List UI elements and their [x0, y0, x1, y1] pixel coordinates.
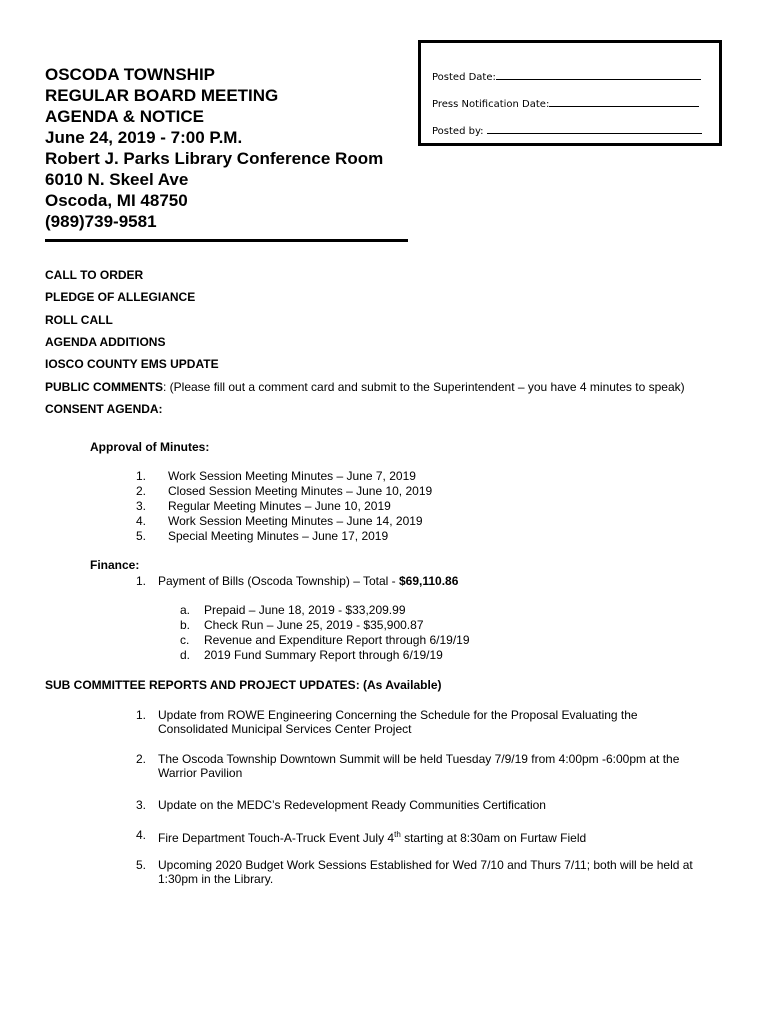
list-letter: a.: [180, 603, 191, 617]
list-item: [0, 858, 770, 890]
finance-item-text: [158, 574, 458, 588]
list-number: 3.: [136, 499, 147, 513]
event-text-start: Fire Department Touch-A-Truck Event July 4: [158, 831, 395, 845]
list-number: 4.: [136, 828, 147, 842]
public-comments-label: PUBLIC COMMENTS: [45, 380, 163, 394]
list-text: Update from ROWE Engineering Concerning the Schedule for the Proposal Evaluating the Consolidated Municipal Services Center Project: [158, 708, 638, 736]
public-comments-text: : (Please fill out a comment card and submit to the Superintendent – you have 4 minutes to speak): [163, 380, 685, 394]
pledge-of-allegiance: PLEDGE OF ALLEGIANCE: [45, 290, 196, 304]
payment-total: $69,110.86: [399, 574, 459, 588]
list-text: Update on the MEDC’s Redevelopment Ready Communities Certification: [158, 798, 546, 812]
list-text: Special Meeting Minutes – June 17, 2019: [168, 529, 389, 543]
list-letter: c.: [180, 633, 190, 647]
list-number: 2.: [136, 752, 147, 766]
ordinal-suffix: th: [394, 830, 401, 839]
header-location: Robert J. Parks Library Conference Room: [45, 149, 384, 168]
list-item: [0, 828, 770, 858]
list-text: Regular Meeting Minutes – June 10, 2019: [168, 499, 391, 513]
header-township: OSCODA TOWNSHIP: [45, 65, 216, 84]
list-text: 2019 Fund Summary Report through 6/19/19: [204, 648, 443, 662]
list-number: 3.: [136, 798, 147, 812]
header-street: 6010 N. Skeel Ave: [45, 170, 189, 189]
list-number: 4.: [136, 514, 147, 528]
subcommittee-heading: SUB COMMITTEE REPORTS AND PROJECT UPDATES: (As Available): [45, 678, 442, 692]
list-text: Closed Session Meeting Minutes – June 10, 2019: [168, 484, 433, 498]
list-text: Prepaid – June 18, 2019 - $33,209.99: [204, 603, 406, 617]
posted-date-line: [496, 69, 701, 80]
list-text: The Oscoda Township Downtown Summit will be held Tuesday 7/9/19 from 4:00pm -6:00pm at the Warrior Pavilion: [158, 752, 680, 780]
press-date-line: [549, 96, 699, 107]
finance-heading: Finance:: [90, 558, 140, 572]
header-city: Oscoda, MI 48750: [45, 191, 188, 210]
list-text: Upcoming 2020 Budget Work Sessions Established for Wed 7/10 and Thurs 7/11; both will be held at 1:30pm in the Library.: [158, 858, 693, 886]
list-item: [0, 798, 770, 828]
public-comments: [45, 380, 685, 394]
press-date-label: Press Notification Date:: [432, 99, 550, 110]
press-date-row: [432, 96, 699, 110]
list-item: [0, 708, 770, 740]
meeting-header: [45, 64, 410, 232]
list-number: 1.: [136, 469, 147, 483]
posted-date-row: [432, 69, 701, 83]
finance-item: [0, 574, 770, 604]
posted-date-label: Posted Date:: [432, 72, 496, 83]
list-number: 1.: [136, 574, 147, 588]
list-number: 2.: [136, 484, 147, 498]
payment-of-bills-text: Payment of Bills (Oscoda Township) – Total -: [158, 574, 399, 588]
list-item: [0, 648, 770, 678]
ems-update: IOSCO COUNTY EMS UPDATE: [45, 357, 219, 371]
header-date-time: June 24, 2019 - 7:00 P.M.: [45, 128, 243, 147]
list-text: Work Session Meeting Minutes – June 7, 2019: [168, 469, 416, 483]
list-text: Check Run – June 25, 2019 - $35,900.87: [204, 618, 424, 632]
list-letter: d.: [180, 648, 191, 662]
event-text-end: starting at 8:30am on Furtaw Field: [400, 831, 587, 845]
list-text: [158, 828, 723, 845]
list-text: Work Session Meeting Minutes – June 14, 2019: [168, 514, 423, 528]
header-agenda-notice: AGENDA & NOTICE: [45, 107, 204, 126]
list-letter: b.: [180, 618, 191, 632]
list-number: 5.: [136, 858, 147, 872]
list-number: 1.: [136, 708, 147, 722]
roll-call: ROLL CALL: [45, 313, 113, 327]
posted-by-row: [432, 123, 702, 137]
list-text: Revenue and Expenditure Report through 6/19/19: [204, 633, 470, 647]
list-item: [0, 529, 770, 559]
header-phone: (989)739-9581: [45, 212, 157, 231]
consent-agenda: CONSENT AGENDA:: [45, 402, 163, 416]
header-meeting-type: REGULAR BOARD MEETING: [45, 86, 279, 105]
header-divider: [45, 239, 408, 242]
posted-by-label: Posted by:: [432, 126, 484, 137]
call-to-order: CALL TO ORDER: [45, 268, 144, 282]
minutes-heading: Approval of Minutes:: [90, 440, 210, 454]
list-item: [0, 752, 770, 784]
agenda-additions: AGENDA ADDITIONS: [45, 335, 166, 349]
posting-info-box: [418, 40, 722, 146]
posted-by-line: [487, 123, 702, 134]
list-number: 5.: [136, 529, 147, 543]
